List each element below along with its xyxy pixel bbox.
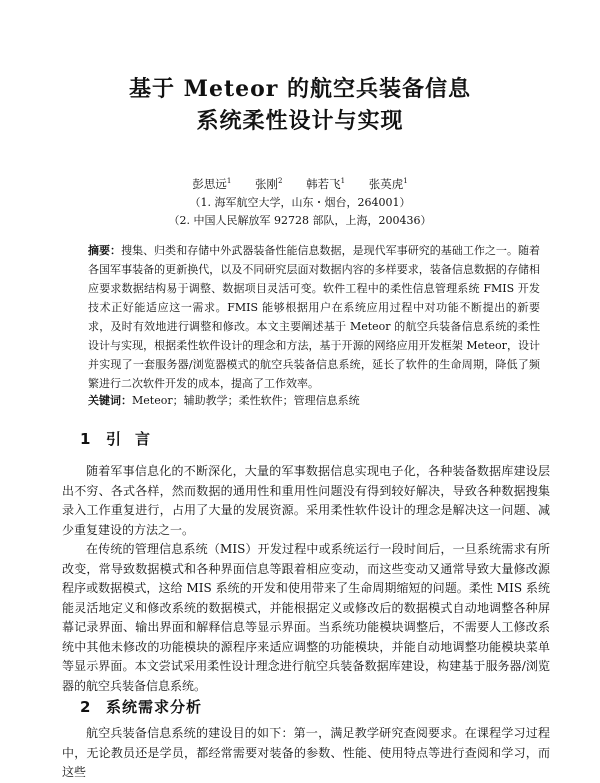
section-heading-requirements (80, 696, 202, 717)
section-number: 1 (80, 430, 105, 448)
keywords-label: 关键词： (88, 394, 132, 407)
keywords (88, 392, 540, 408)
keywords-text: Meteor；辅助教学；柔性软件；管理信息系统 (132, 394, 360, 407)
author: 张英虎$^1$ (368, 177, 408, 191)
section-number: 2 (80, 698, 92, 716)
paper-title-line-1: 基于 Meteor 的航空兵装备信息 (128, 76, 472, 102)
author: 张刚$^2$ (254, 177, 283, 191)
affiliation-1: （1. 海军航空大学，山东・烟台，264001） (189, 196, 411, 209)
affiliation-2: （2. 中国人民解放军 92728 部队，上海，200436） (168, 214, 432, 227)
section-title: 系统需求分析 (106, 698, 203, 716)
section-heading-introduction (80, 428, 164, 449)
abstract (88, 241, 540, 393)
section-title: 引言 (106, 430, 165, 448)
author-list (0, 176, 600, 192)
abstract-text: 搜集、归类和存储中外武器装备性能信息数据，是现代军事研究的基础工作之一。随着各国军事装备的更新换代，以及不同研究层面对数据内容的多样要求，装备信息数据的存储相应要求数据结构易于调整、数据项目灵活可变。软件工程中的柔性信息管理系统 FMIS 开发技术正好能适应这一需求。FMIS 能够根据用户在系统应用过程中对功能不断提出的新要求，及时有效地进行调整和修改。本文主要阐述基于 Meteor 的航空兵装备信息系统的柔性设计与实现，根据柔性软件设计的理念和方法，基于开源的网络应用开发框架 Meteor，设计并实现了一套服务器/浏览器模式的航空兵装备信息系统，延长了软件的生命周期，降低了频繁进行二次软件开发的成本，提高了工作效率。 (88, 244, 541, 390)
author: 彭思远$^1$ (192, 177, 232, 191)
body-paragraph: 航空兵装备信息系统的建设目的如下：第一，满足教学研究查阅要求。在课程学习过程中，无论教员还是学员，都经常需要对装备的参数、性能、使用特点等进行查阅和学习，而这些 (62, 726, 550, 779)
paper-title-line-2: 系统柔性设计与实现 (196, 108, 404, 134)
body-paragraph: 随着军事信息化的不断深化，大量的军事数据信息实现电子化，各种装备数据库建设层出不穷、各式各样，然而数据的通用性和重用性问题没有得到较好解决，导致各种数据搜集录入工作重复进行，占用了大量的发展资源。采用柔性软件设计的理念是解决这一问题、减少重复建设的方法之一。 (62, 464, 550, 537)
abstract-label: 摘要： (88, 244, 122, 257)
author: 韩若飞$^1$ (306, 177, 346, 191)
body-paragraph: 在传统的管理信息系统（MIS）开发过程中或系统运行一段时间后，一旦系统需求有所改变，常导致数据模式和各种界面信息等跟着相应变动，而这些变动又通常导致大量修改源程序或数据模式，这给 MIS 系统的开发和使用带来了生命周期缩短的问题。柔性 MIS 系统能灵活地定义和修改系统的数据模式，并能根据定义或修改后的数据模式自动地调整各种屏幕记录界面、输出界面和解释信息等显示界面。当系统功能模块调整后，不需要人工修改系统中其他未修改的功能模块的源程序来适应调整的功能模块，并能自动地调整功能模块菜单等显示界面。本文尝试采用柔性设计理念进行航空兵装备数据库建设，构建基于服务器/浏览器的航空兵装备信息系统。 (62, 542, 550, 693)
